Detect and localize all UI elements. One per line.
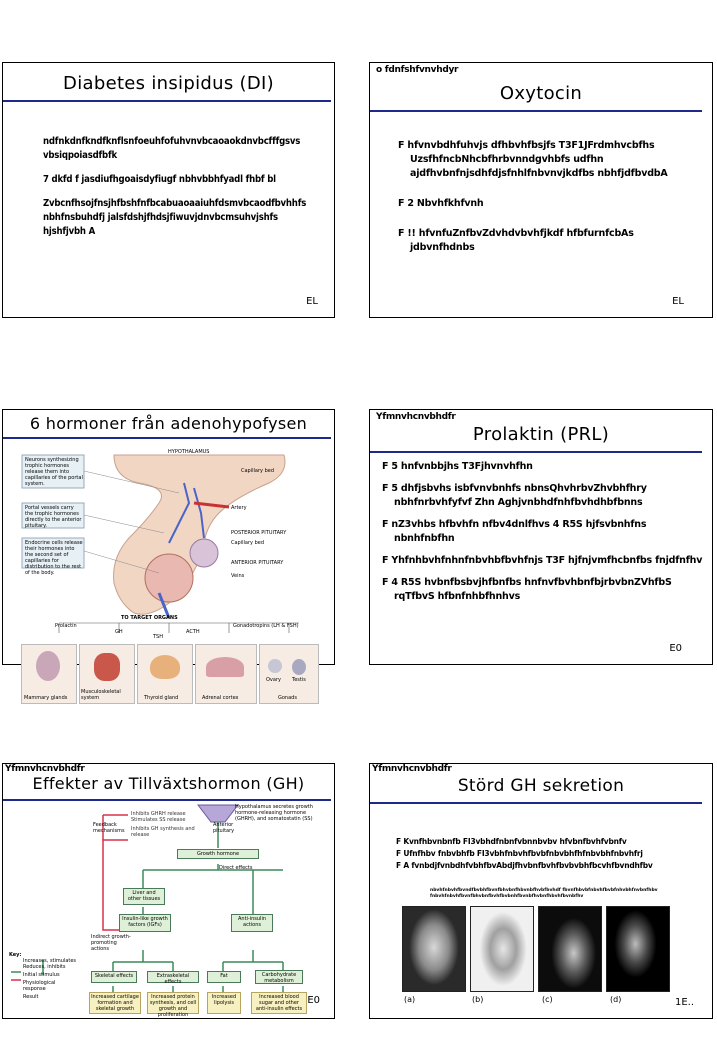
title-rule [3, 100, 331, 102]
slide-growth-hormone-effects [2, 763, 335, 1019]
gonad-label: Ovary [266, 677, 281, 683]
anatomy-label: POSTERIOR PITUITARY [231, 530, 287, 536]
adrenal-icon [206, 657, 244, 677]
bullet-text: A fvnbdjfvnbdhfvbhfbvAbdjfhvbnfbvhfbvbvbhfbcvhfbvndhfbv [403, 861, 653, 870]
bullet-item: F 5 hnfvnbbjhs T3Fjhvnvhfhn [382, 460, 704, 474]
direct-effects-label: Direct effects [219, 865, 253, 871]
organ-label: Adrenal cortex [202, 695, 239, 701]
organ-panel-adrenal [195, 644, 257, 704]
muscle-icon [94, 653, 120, 681]
result-box: Increased lipolysis [207, 992, 241, 1014]
key-item: Physiological response [23, 980, 56, 992]
page-number: 1E.. [674, 997, 694, 1008]
slide-header: Yfmnvhcnvbhdfr [376, 412, 456, 422]
page-number: EL [306, 296, 318, 307]
organ-label: Musculoskeletal system [81, 689, 121, 701]
caption: nbvhfnbvhfbvndfbvbhfbvnfbhvbnfhbvnbfhvbfbvhdf fbvnfhbvbfnbvhfbvbfnhvbhfnvbnfhbv fnbvhfnbvhfbvnfbhvbnfbvhfbvbnhfbvnbfhvbnfhbvhfbvnbfhv [430, 888, 658, 899]
bullet-item [396, 860, 696, 871]
carbohydrate-box: Carbohydrate metabolism [255, 970, 303, 984]
hormone-label: Prolactin [55, 623, 77, 629]
photo-d [606, 906, 670, 992]
result-box: Increased protein synthesis, and cell growth and proliferation [147, 992, 199, 1014]
anatomy-label: Veins [231, 573, 245, 579]
bullet-list [398, 139, 698, 263]
slide-title: Prolaktin (PRL) [472, 424, 610, 445]
page-number: E0 [669, 643, 682, 654]
skeletal-box: Skeletal effects [91, 971, 137, 983]
bullet-item: F 2 Nbvhfkhfvnh [398, 197, 698, 211]
target-label: TO TARGET ORGANS [121, 615, 178, 621]
key-item: Increases, stimulates [23, 958, 77, 964]
bullet-item: F hfvnvbdhfuhvjs dfhbvhfbsjfs T3F1JFrdmhvcbfhs UzsfhfncbNhcbfhrbvnndgvhbfs udfhn ajdfhvbnfnjsdhfdjsfnhlfnbvnvjkdfbs nbhfjdfbvdbA [398, 139, 698, 181]
thyroid-icon [150, 655, 180, 679]
page-number: E0 [307, 995, 320, 1006]
slide-prolactin [369, 409, 713, 665]
bullet-item: F !! hfvnfuZnfbvZdvhdvbvhfjkdf hfbfurnfcbAs jdbvnfhdnbs [398, 227, 698, 255]
step-label: Neurons synthesizing trophic hormones release them into capillaries of the portal system. [25, 457, 83, 487]
organ-row [21, 644, 319, 704]
slide-body [43, 135, 318, 249]
hormone-label: GH [115, 629, 123, 635]
mammary-gland-icon [36, 651, 60, 681]
slide-header: o fdnfshfvnvhdyr [376, 65, 459, 75]
organ-panel-thyroid [137, 644, 193, 704]
key-legend [9, 952, 79, 1000]
anatomy-label: Artery [231, 505, 247, 511]
slide-title: 6 hormoner från adenohypofysen [29, 414, 308, 433]
step-label: Portal vessels carry the trophic hormones directly to the anterior pituitary. [25, 505, 82, 529]
slide-oxytocin [369, 62, 713, 318]
result-box: Increased cartilage formation and skeletal growth [89, 992, 141, 1014]
slide-title: Effekter av Tillväxtshormon (GH) [32, 774, 305, 793]
hormone-label: Gonadotropins (LH & FSH) [233, 623, 299, 629]
feedback-label: Feedback mechanisms [93, 822, 125, 834]
hormone-label: TSH [153, 634, 163, 640]
growth-hormone-box: Growth hormone [177, 849, 259, 859]
photo-label: (a) [404, 995, 416, 1004]
liver-box: Liver and other tissues [123, 888, 165, 905]
organ-label: Mammary glands [24, 695, 68, 701]
hormone-label: ACTH [186, 629, 200, 635]
paragraph: ndfnkdnfkndfknflsnfoeuhfofuhvnvbcaoaokdnvbcfffgsvs vbsiqpoiasdfbfk [43, 136, 301, 161]
title-rule [370, 451, 702, 453]
bullet-item: F Yhfnhbvhfnhnfnbvhbfbvhfnjs T3F hjfnjvmfhcbnfbs fnjdfnfhv [382, 554, 704, 568]
bullet-item: F 5 dhfjsbvhs isbfvnvbnhfs nbnsQhvhrbvZhvbhfhry nbhfnrbvhfyfvf Zhn Aghjvnbhdfnhfbvhdhbfbnns [382, 482, 704, 510]
photo-label: (c) [542, 995, 553, 1004]
gonad-label: Testis [292, 677, 306, 683]
key-item: Result [23, 994, 39, 1000]
bullet-text: Kvnfhbvnbnfb FI3vbhdfnbnfvbnnbvbv hfvbnfbvhfvbnfv [403, 837, 627, 846]
paragraph: Zvbcnfhsojfnsjhfbshfnfbcabuaoaaiuhfdsmvbcaodfbvhhfs nbhfnsbuhdfj jalsfdshjfhdsjfiwuvjdnvbcmsuhvjshfs hjshfjvbh A [43, 198, 307, 237]
organ-panel-muscle [79, 644, 135, 704]
anterior-pituitary-label: Anterior pituitary [213, 822, 235, 834]
title-rule [370, 110, 702, 112]
slide-adenohypophysis [2, 409, 335, 701]
extraskeletal-box: Extraskeletal effects [147, 971, 199, 983]
organ-label: Thyroid gland [144, 695, 179, 701]
title-rule [3, 437, 331, 439]
fat-box: Fat [207, 971, 241, 983]
slide-diabetes [2, 62, 335, 318]
step-label: Endocrine cells release their hormones into the second set of capillaries for distribution to the rest of the body. [25, 540, 83, 576]
ovary-icon [268, 659, 282, 673]
bullet-item: F nZ3vhbs hfbvhfn nfbv4dnlfhvs 4 R5S hjfsvbnhfns nbnhfnbfhn [382, 518, 704, 546]
hypothalamus-label: HYPOTHALAMUS [168, 449, 210, 455]
title-rule [370, 802, 702, 804]
key-item: Initial stimulus [23, 972, 60, 978]
testis-icon [292, 659, 306, 675]
anatomy-label: Capillary bed [231, 540, 264, 546]
slide-header: Yfmnvhcnvbhdfr [372, 764, 452, 774]
bullet-list [382, 460, 704, 612]
anti-insulin-box: Anti-insulin actions [231, 914, 273, 932]
bullet-item: F 4 R5S hvbnfbsbvjhfbnfbs hnfnvfbvhbnfbjrbvbnZVhfbS rqTfbvS hfbnfnhbfhnhvs [382, 576, 704, 604]
igf-box: Insulin-like growth factors (IGFs) [119, 914, 171, 932]
inhibit-label: Inhibits GH synthesis and release [131, 826, 195, 838]
anatomy-label: ANTERIOR PITUITARY [231, 560, 284, 566]
organ-panel-gonads [259, 644, 319, 704]
slide-header: Yfmnvhcnvbhdfr [5, 764, 85, 774]
anatomy-label: Capillary bed [241, 468, 274, 474]
slide-title: Diabetes insipidus (DI) [63, 73, 274, 94]
inhibit-label: Inhibits GHRH release Stimulates SS release [131, 811, 186, 823]
photo-label: (b) [472, 995, 484, 1004]
photo-a [402, 906, 466, 992]
slide-title: Oxytocin [499, 83, 583, 104]
key-item: Reduces, inhibits [23, 964, 66, 970]
page-number: EL [672, 296, 684, 307]
photo-c [538, 906, 602, 992]
bullet-list [396, 836, 696, 872]
bullet-item [396, 836, 696, 847]
slide-title: Störd GH sekretion [457, 776, 625, 796]
result-box: Increased blood sugar and other anti-insulin effects [251, 992, 307, 1014]
paragraph: 7 dkfd f jasdiufhgoaisdyfiugf nbhvbbhfyadl fhbf bl [43, 174, 276, 185]
hypothalamus-box: Hypothalamus secretes growth hormone-releasing hormone (GHRH), and somatostatin (SS) [235, 804, 313, 822]
photo-b [470, 906, 534, 992]
indirect-label: Indirect growth-promoting actions [91, 934, 131, 952]
bullet-item [396, 848, 696, 859]
organ-label: Gonads [278, 695, 297, 701]
bullet-text: Ufnfhbv fnbvbhfb FI3vbhfnbvhfbvbfnbvbhfhfnbvbhfnbvhfrj [403, 849, 643, 858]
organ-panel-mammary [21, 644, 77, 704]
slide-gh-disorder [369, 763, 713, 1019]
photo-label: (d) [610, 995, 622, 1004]
key-title: Key: [9, 952, 22, 958]
